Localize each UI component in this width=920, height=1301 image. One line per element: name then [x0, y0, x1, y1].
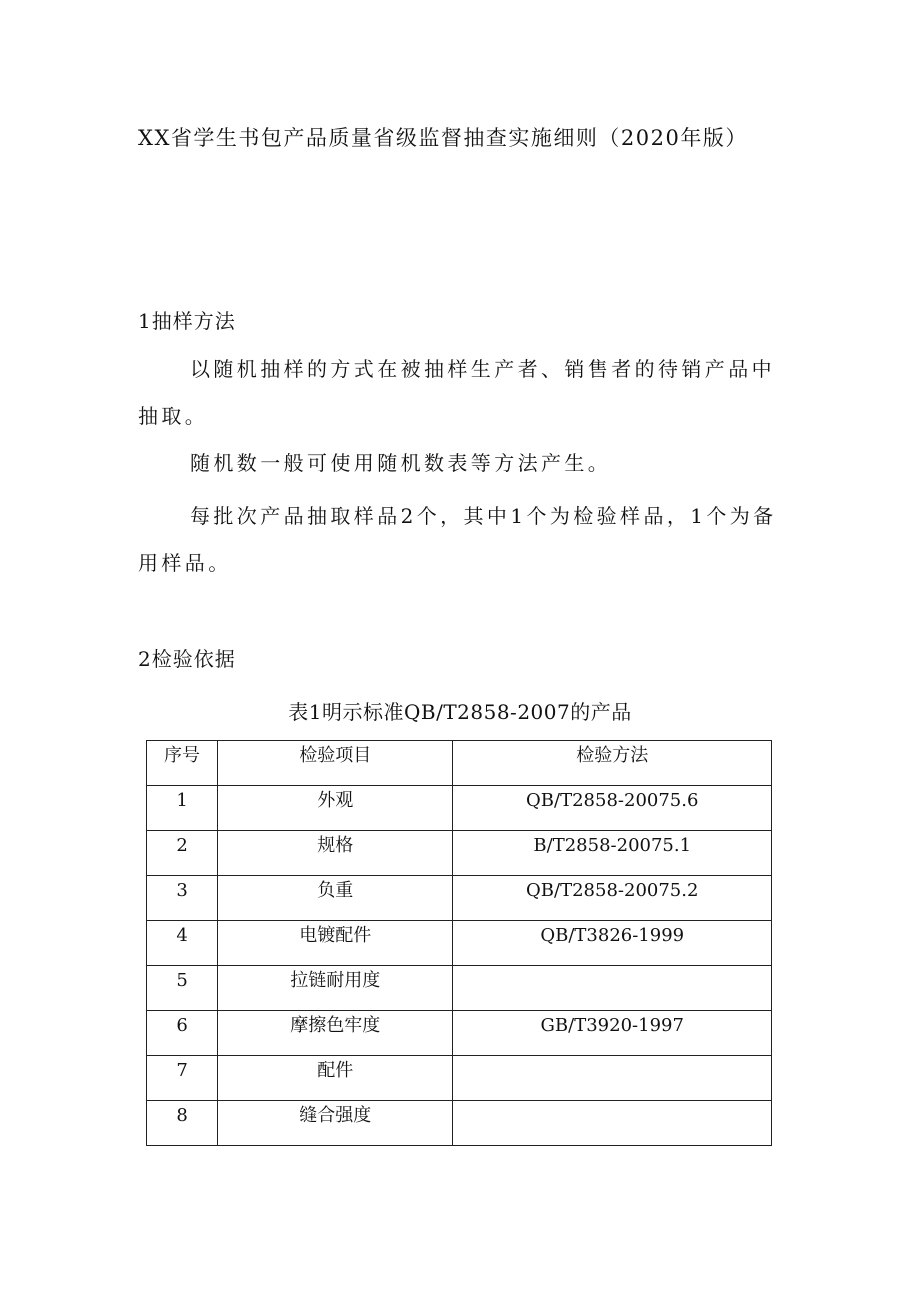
- cell-serial: 6: [147, 1011, 218, 1056]
- cell-serial: 3: [147, 876, 218, 921]
- header-serial-number: 序号: [147, 741, 218, 786]
- table-row: [147, 1056, 772, 1101]
- table-header-row: [147, 741, 772, 786]
- cell-method: QB/T2858-20075.6: [453, 786, 772, 831]
- table-caption: 表1明示标准QB/T2858-2007的产品: [288, 700, 632, 724]
- paragraph-random-number: 随机数一般可使用随机数表等方法产生。: [190, 451, 612, 475]
- section-heading-inspection-basis: 2检验依据: [138, 647, 236, 671]
- table-row: [147, 876, 772, 921]
- cell-serial: 2: [147, 831, 218, 876]
- cell-serial: 1: [147, 786, 218, 831]
- document-title: XX省学生书包产品质量省级监督抽查实施细则（2020年版）: [138, 126, 748, 150]
- cell-method: B/T2858-20075.1: [453, 831, 772, 876]
- inspection-table: [146, 740, 772, 1146]
- cell-item: 配件: [218, 1056, 453, 1101]
- cell-item: 拉链耐用度: [218, 966, 453, 1011]
- cell-method: QB/T2858-20075.2: [453, 876, 772, 921]
- table-row: [147, 1101, 772, 1146]
- cell-item: 电镀配件: [218, 921, 453, 966]
- cell-serial: 7: [147, 1056, 218, 1101]
- table-row: [147, 786, 772, 831]
- cell-method: [453, 1101, 772, 1146]
- cell-serial: 4: [147, 921, 218, 966]
- paragraph-sampling-method: 以随机抽样的方式在被抽样生产者、销售者的待销产品中抽取。: [138, 357, 775, 428]
- cell-item: 摩擦色牢度: [218, 1011, 453, 1056]
- cell-serial: 5: [147, 966, 218, 1011]
- cell-method: [453, 1056, 772, 1101]
- cell-method: QB/T3826-1999: [453, 921, 772, 966]
- cell-item: 规格: [218, 831, 453, 876]
- cell-method: GB/T3920-1997: [453, 1011, 772, 1056]
- table-row: [147, 831, 772, 876]
- paragraph-sample-count: 每批次产品抽取样品2个，其中1个为检验样品，1个为备用样品。: [138, 504, 777, 575]
- cell-item: 负重: [218, 876, 453, 921]
- header-inspection-method: 检验方法: [453, 741, 772, 786]
- table-row: [147, 1011, 772, 1056]
- cell-method: [453, 966, 772, 1011]
- section-heading-sampling: 1抽样方法: [138, 309, 236, 333]
- cell-item: 缝合强度: [218, 1101, 453, 1146]
- cell-item: 外观: [218, 786, 453, 831]
- table-row: [147, 921, 772, 966]
- header-inspection-item: 检验项目: [218, 741, 453, 786]
- cell-serial: 8: [147, 1101, 218, 1146]
- table-row: [147, 966, 772, 1011]
